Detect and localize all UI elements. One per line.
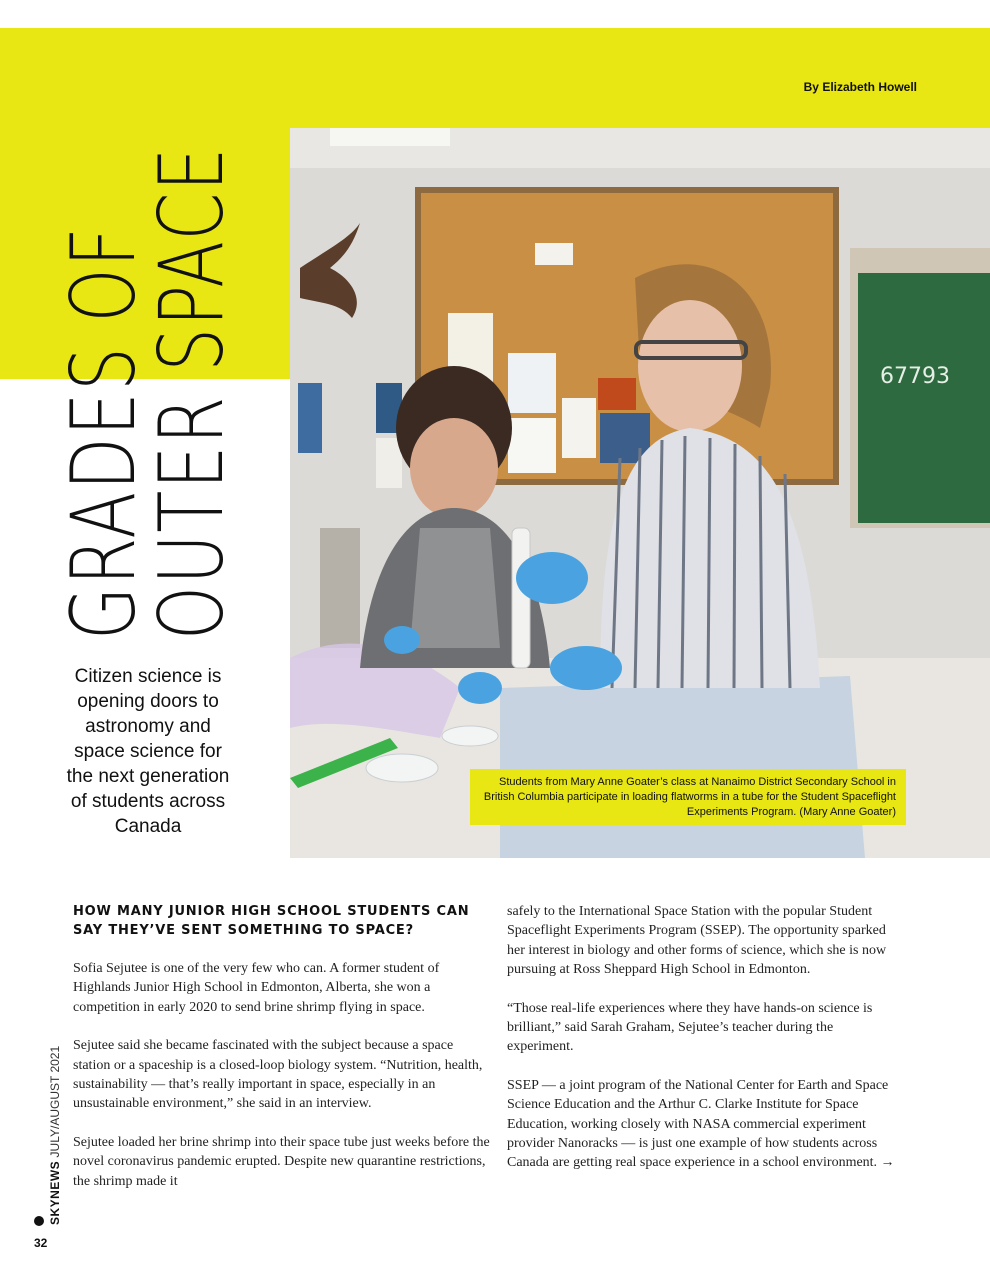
folio-brand: SKYNEWS xyxy=(48,1160,62,1225)
paragraph: Sofia Sejutee is one of the very few who can. A former student of Highlands Junior High School in Edmonton, Alberta, she won a competition in early 2020 to send brine shrimp flying in space. xyxy=(73,961,440,1015)
paragraph: “Those real-life experiences where they have hands-on science is brilliant,” said Sarah Graham, Sejutee’s teacher during the experiment. xyxy=(507,1000,873,1055)
title-line-1: GRADES OF xyxy=(52,225,155,640)
paragraph: safely to the International Space Station with the popular Student Spaceflight Experiments Program (SSEP). The opportunity sparked her interest in biology and other forms of science, which she is now pursuing at Ross Sheppard High School in Edmonton. xyxy=(507,904,887,978)
chalkboard-text: 67793 xyxy=(880,364,950,389)
photo-caption: Students from Mary Anne Goater’s class at Nanaimo District Secondary School in British Columbia participate in loading flatworms in a tube for the Student Spaceflight Experiments Program. (Mary Anne Goater) xyxy=(470,769,906,825)
title-line-2: OUTER SPACE xyxy=(140,146,243,640)
article-headline: HOW MANY JUNIOR HIGH SCHOOL STUDENTS CAN SAY THEY’VE SENT SOMETHING TO SPACE? xyxy=(73,904,470,938)
folio xyxy=(48,1046,62,1225)
article-column-2 xyxy=(507,902,897,1192)
deck-text: Citizen science is opening doors to astronomy and space science for the next generation of students across Canada xyxy=(66,666,230,837)
paragraph: SSEP — a joint program of the National Center for Earth and Space Science Education and the Arthur C. Clarke Institute for Space Education, working closely with NASA commercial experiment provider Nanoracks — is just one example of how students across Canada are getting real space experience in a school environment. → xyxy=(507,1077,895,1171)
folio-issue: JULY/AUGUST 2021 xyxy=(48,1045,62,1158)
page-number: 32 xyxy=(34,1236,48,1250)
byline: By Elizabeth Howell xyxy=(803,80,917,94)
article-column-1 xyxy=(73,902,491,1210)
page-title xyxy=(52,40,250,640)
classroom-photo xyxy=(290,128,990,858)
folio-dot xyxy=(34,1216,44,1226)
paragraph: Sejutee loaded her brine shrimp into their space tube just weeks before the novel coronavirus pandemic erupted. Despite new quarantine restrictions, the shrimp made it xyxy=(73,1134,490,1189)
paragraph: Sejutee said she became fascinated with the subject because a space station or a spaceship is a closed-loop biology system. “Nutrition, health, sustainability — that’s really important in space, especially in an unsustainable environment,” she said in an interview. xyxy=(73,1038,483,1112)
